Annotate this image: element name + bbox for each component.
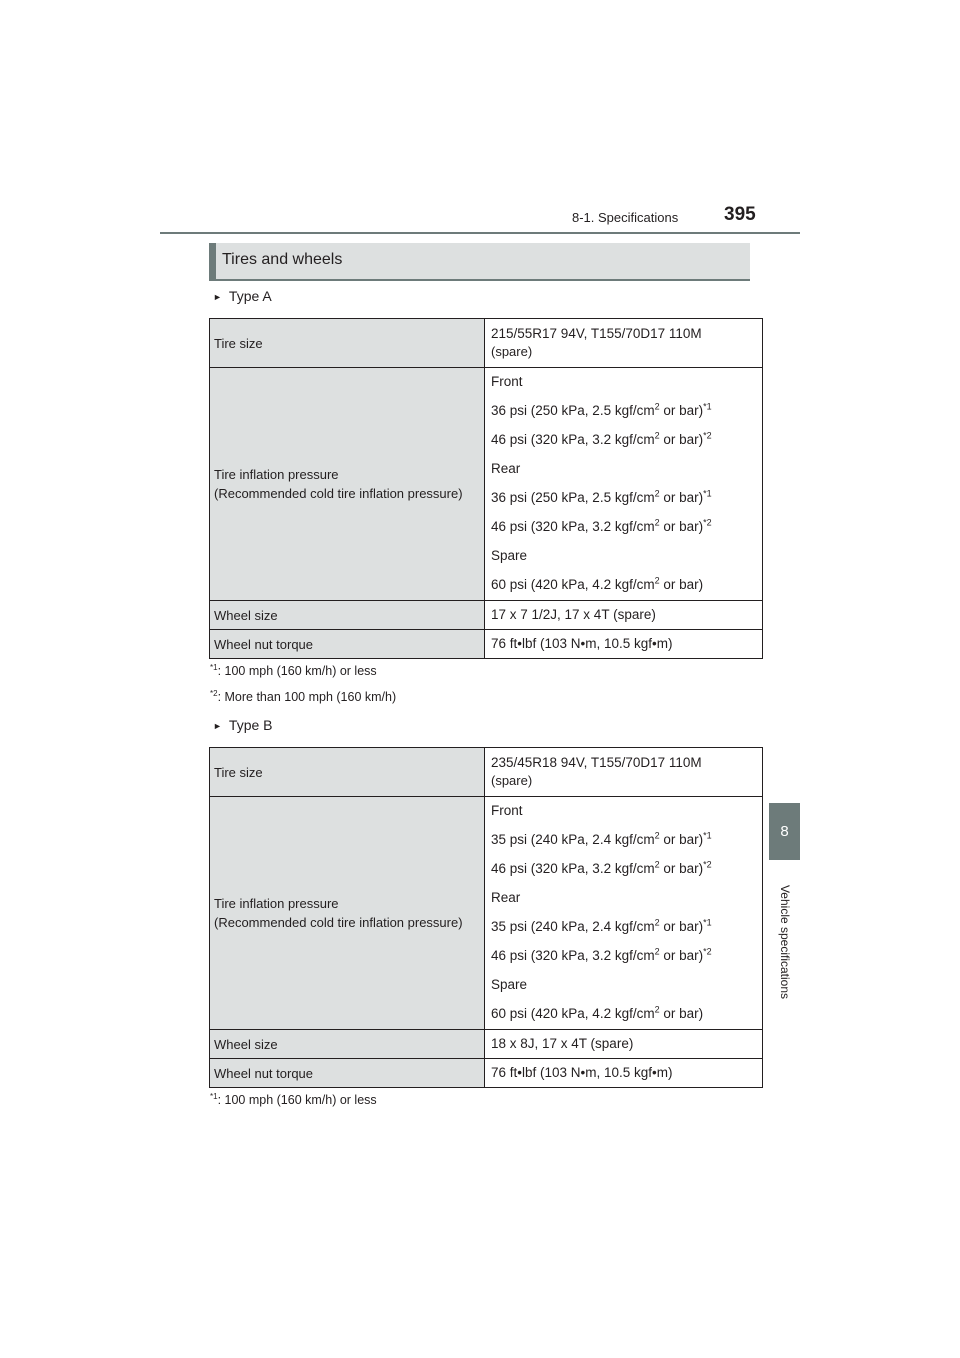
header-section-title: 8-1. Specifications (572, 210, 679, 225)
front-heading: Front (491, 803, 523, 818)
pressure-label-line1: Tire inflation pressure (214, 896, 339, 911)
tire-size-label: Tire size (210, 319, 485, 368)
rear-pressure-1: 35 psi (240 kPa, 2.4 kgf/$cm^2$ or bar)$^{*1}$ (491, 917, 712, 934)
type-a-spec-table (209, 318, 763, 659)
pressure-label-line2: (Recommended cold tire inflation pressure) (214, 915, 463, 930)
chapter-tab-number: 8 (780, 823, 789, 840)
triangle-bullet-icon: ► (213, 721, 222, 731)
footnote-1: $^{*1}$: 100 mph (160 km/h) or less (210, 1091, 377, 1107)
wheel-size-value: 18 x 8J, 17 x 4T (spare) (485, 1030, 763, 1059)
wheel-nut-torque-label: Wheel nut torque (210, 1059, 485, 1088)
table-row (210, 1030, 763, 1059)
front-heading: Front (491, 374, 523, 389)
rear-heading: Rear (491, 890, 521, 905)
type-a-label: Type A (228, 288, 272, 304)
table-row (210, 748, 763, 797)
tire-size-value-line1: 215/55R17 94V, T155/70D17 110M (491, 326, 702, 341)
header-rule (160, 232, 800, 234)
rear-pressure-2: 46 psi (320 kPa, 3.2 kgf/$cm^2$ or bar)$^{*2}$ (491, 517, 712, 534)
tire-size-value-line1: 235/45R18 94V, T155/70D17 110M (491, 755, 702, 770)
spare-heading: Spare (491, 548, 528, 563)
spare-pressure: 60 psi (420 kPa, 4.2 kgf/$cm^2$ or bar) (491, 1004, 704, 1021)
type-b-spec-table (209, 747, 763, 1088)
chapter-tab-label: Vehicle specifications (778, 884, 792, 1000)
tire-size-label: Tire size (210, 748, 485, 797)
wheel-nut-torque-value: 76 ft•lbf (103 N•m, 10.5 kgf•m) (485, 630, 763, 659)
wheel-nut-torque-label: Wheel nut torque (210, 630, 485, 659)
pressure-values (485, 368, 763, 601)
wheel-size-value: 17 x 7 1/2J, 17 x 4T (spare) (485, 601, 763, 630)
spare-pressure: 60 psi (420 kPa, 4.2 kgf/$cm^2$ or bar) (491, 575, 704, 592)
spare-heading: Spare (491, 977, 528, 992)
tire-size-value-line2: (spare) (491, 344, 533, 359)
wheel-size-label: Wheel size (210, 1030, 485, 1059)
footnote-2: $^{*2}$: More than 100 mph (160 km/h) (210, 688, 397, 704)
tire-size-value (485, 748, 763, 797)
rear-pressure-2: 46 psi (320 kPa, 3.2 kgf/$cm^2$ or bar)$^{*2}$ (491, 946, 712, 963)
pressure-label (210, 797, 485, 1030)
section-title-box (209, 243, 750, 281)
front-pressure-1: 35 psi (240 kPa, 2.4 kgf/$cm^2$ or bar)$^{*1}$ (491, 830, 712, 847)
section-title: Tires and wheels (222, 251, 343, 268)
front-pressure-2: 46 psi (320 kPa, 3.2 kgf/$cm^2$ or bar)$^{*2}$ (491, 859, 712, 876)
page-number: 395 (724, 204, 756, 225)
type-a-heading (213, 288, 272, 304)
table-row (210, 797, 763, 1030)
tire-size-value (485, 319, 763, 368)
pressure-label (210, 368, 485, 601)
tire-size-value-line2: (spare) (491, 773, 533, 788)
triangle-bullet-icon: ► (213, 292, 222, 302)
rear-pressure-1: 36 psi (250 kPa, 2.5 kgf/$cm^2$ or bar)$^{*1}$ (491, 488, 712, 505)
pressure-values (485, 797, 763, 1030)
front-pressure-1: 36 psi (250 kPa, 2.5 kgf/$cm^2$ or bar)$^{*1}$ (491, 401, 712, 418)
type-b-label: Type B (228, 717, 273, 733)
pressure-label-line2: (Recommended cold tire inflation pressure) (214, 486, 463, 501)
table-row (210, 1059, 763, 1088)
type-b-heading (213, 717, 273, 733)
wheel-size-label: Wheel size (210, 601, 485, 630)
chapter-tab-label-wrap (771, 872, 799, 1012)
wheel-nut-torque-value: 76 ft•lbf (103 N•m, 10.5 kgf•m) (485, 1059, 763, 1088)
front-pressure-2: 46 psi (320 kPa, 3.2 kgf/$cm^2$ or bar)$^{*2}$ (491, 430, 712, 447)
table-row (210, 630, 763, 659)
table-row (210, 601, 763, 630)
rear-heading: Rear (491, 461, 521, 476)
pressure-label-line1: Tire inflation pressure (214, 467, 339, 482)
footnote-1: $^{*1}$: 100 mph (160 km/h) or less (210, 662, 377, 678)
table-row (210, 368, 763, 601)
chapter-tab[interactable] (769, 803, 800, 860)
section-title-bar (209, 243, 216, 279)
table-row (210, 319, 763, 368)
